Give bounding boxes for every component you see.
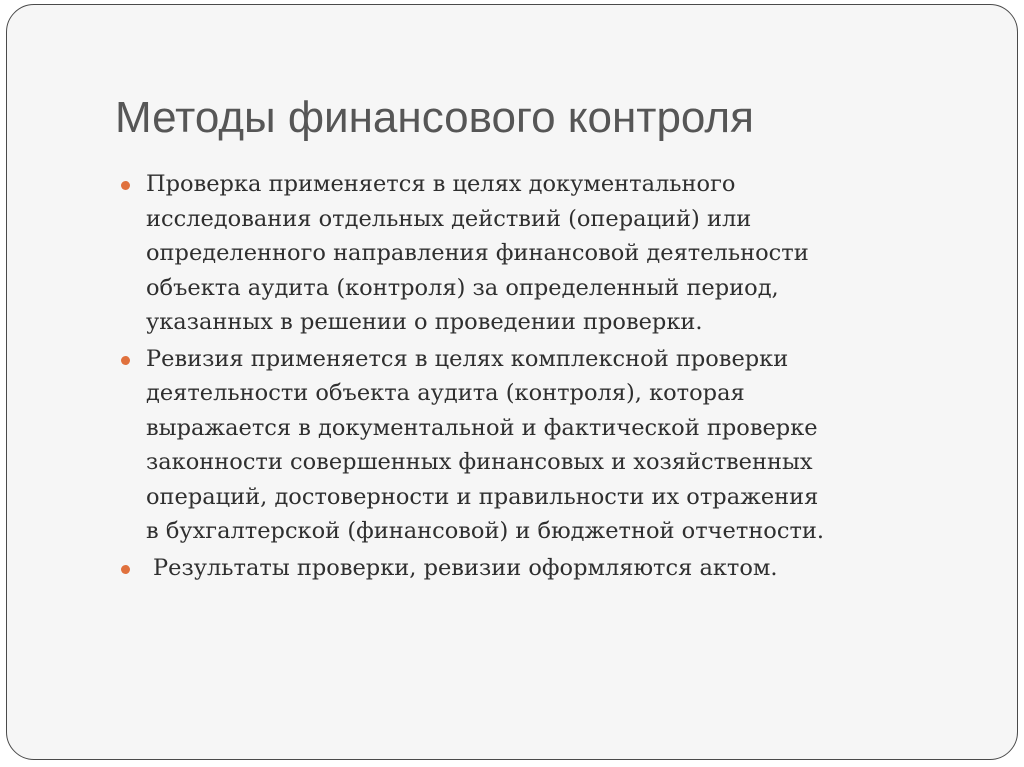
bullet-text: Ревизия применяется в целях комплексной проверки деятельности объекта аудита (контроля), которая выражается в документальной и фактической проверке законности совершенных финансовых и хозяйственных операций, достоверности и правильности их отражения в бухгалтерской (финансовой) и бюджетной отчетности. xyxy=(146,345,825,544)
bullet-dot-icon xyxy=(121,565,130,574)
bullet-dot-icon xyxy=(121,356,130,365)
bullet-item-inspection xyxy=(119,167,959,340)
bullet-text: Результаты проверки, ревизии оформляются актом. xyxy=(153,554,778,581)
bullet-list xyxy=(119,167,959,587)
bullet-dot-icon xyxy=(121,181,130,190)
bullet-text: Проверка применяется в целях документального исследования отдельных действий (операций) или определенного направления финансовой деятельности объекта аудита (контроля) за определенный период, указанных в решении о проведении проверки. xyxy=(146,171,809,335)
slide xyxy=(6,4,1018,760)
bullet-item-results xyxy=(119,551,959,586)
slide-title: Методы финансового контроля xyxy=(115,93,754,142)
bullet-item-audit xyxy=(119,342,959,549)
